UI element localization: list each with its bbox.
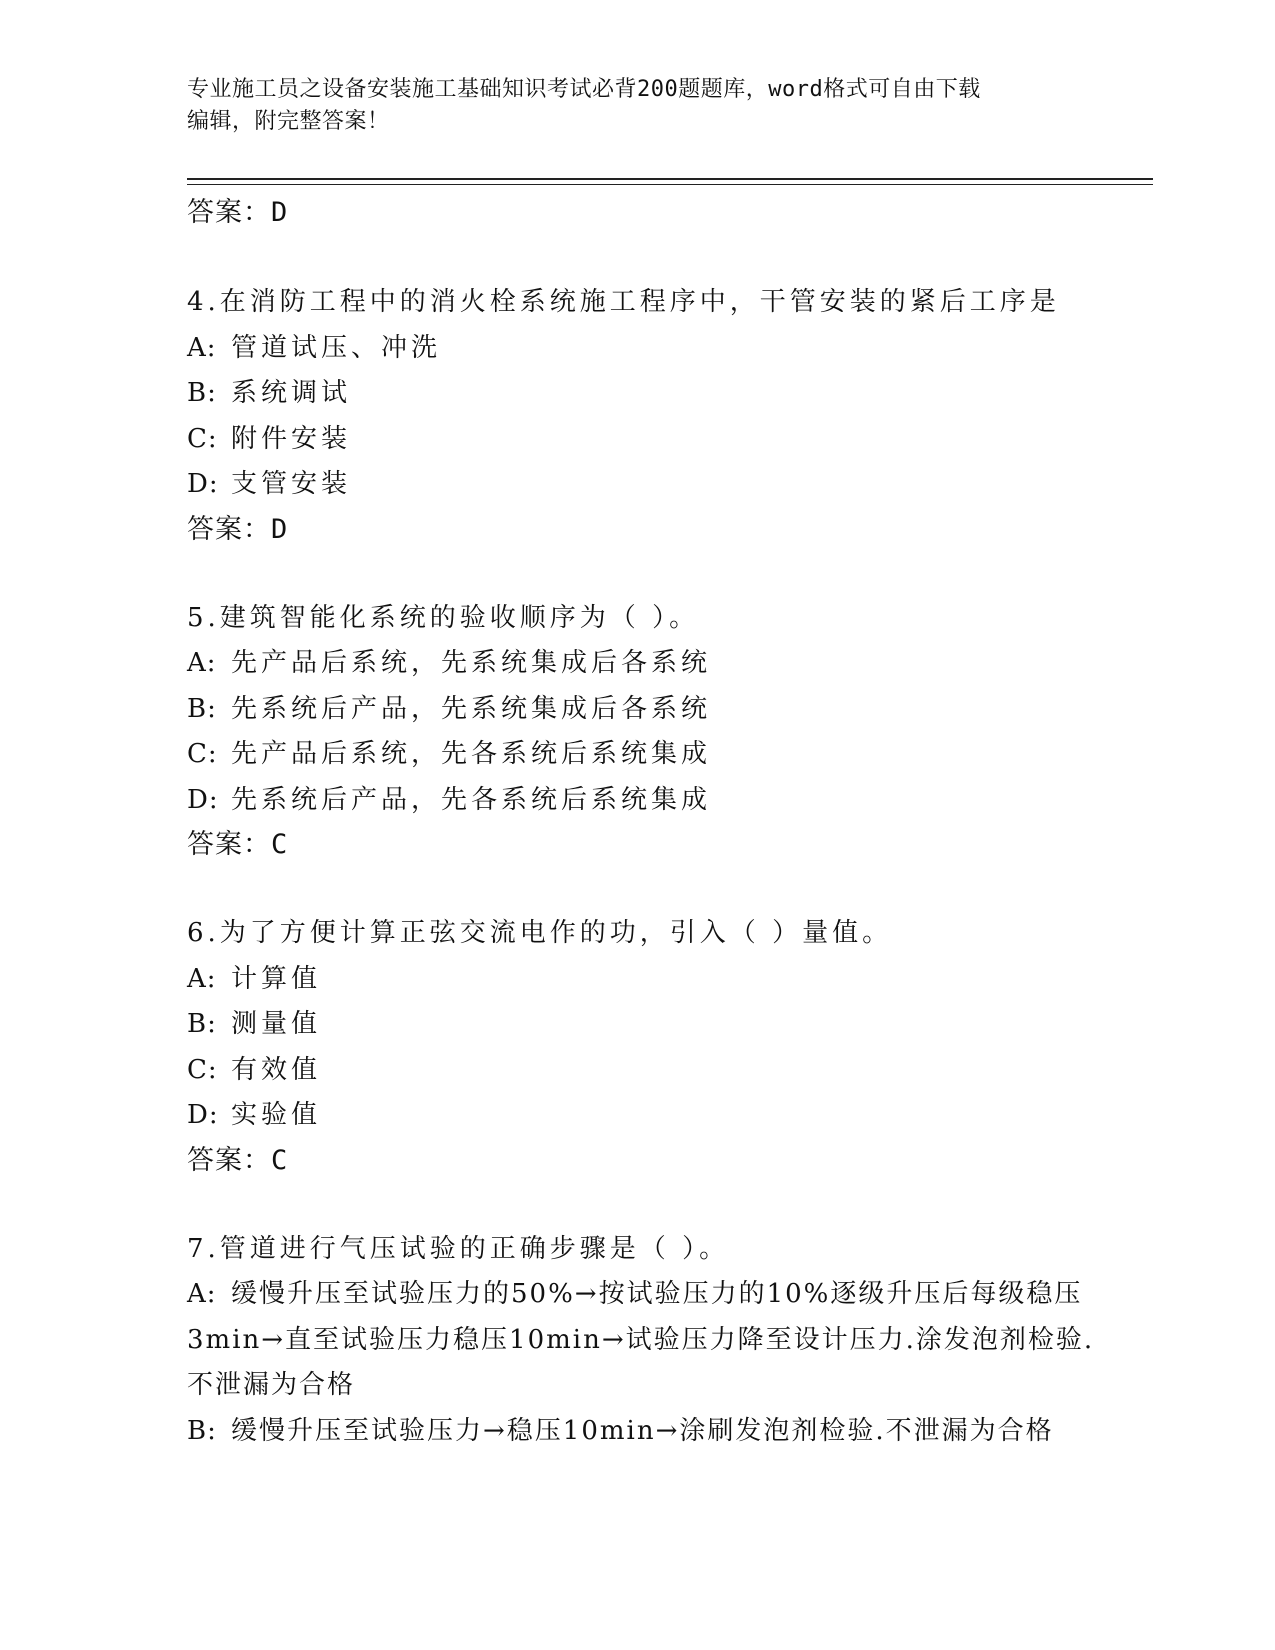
answer-line bbox=[187, 823, 1107, 867]
option-b bbox=[187, 1002, 1107, 1048]
answer-label: 答案： bbox=[187, 829, 271, 860]
header-line-1: 专业施工员之设备安装施工基础知识考试必背200题题库，word格式可自由下载 bbox=[187, 77, 981, 102]
option-text: 有效值 bbox=[231, 1054, 322, 1085]
option-text: 测量值 bbox=[231, 1009, 322, 1039]
option-c bbox=[187, 1048, 1107, 1094]
option-a bbox=[187, 957, 1107, 1003]
option-text: 支管安装 bbox=[231, 469, 352, 499]
option-c bbox=[187, 732, 1107, 778]
option-key: C: bbox=[187, 1054, 218, 1085]
option-b bbox=[187, 687, 1107, 733]
option-key: B: bbox=[187, 693, 217, 724]
option-d bbox=[187, 778, 1107, 824]
header-line-2: 编辑，附完整答案！ bbox=[187, 109, 390, 134]
answer-value: C bbox=[271, 829, 289, 860]
answer-value: D bbox=[271, 513, 289, 545]
option-text: 先产品后系统，先各系统后系统集成 bbox=[231, 739, 712, 769]
option-key: D: bbox=[187, 1100, 219, 1130]
question-stem: 4.在消防工程中的消火栓系统施工程序中，干管安装的紧后工序是 bbox=[187, 287, 1060, 317]
option-c bbox=[187, 417, 1107, 463]
document-header bbox=[187, 74, 1067, 138]
option-key: C: bbox=[187, 739, 218, 769]
question-block bbox=[187, 1227, 1107, 1455]
option-a bbox=[187, 326, 1107, 372]
question-stem: 6.为了方便计算正弦交流电作的功，引入（ ）量值。 bbox=[187, 918, 893, 948]
option-text: 先系统后产品，先各系统后系统集成 bbox=[231, 784, 712, 815]
answer-label: 答案： bbox=[187, 197, 271, 228]
option-d bbox=[187, 1093, 1107, 1139]
option-key: A: bbox=[187, 1279, 217, 1309]
answer-line bbox=[187, 508, 1107, 552]
document-body bbox=[187, 190, 1107, 1454]
option-key: D: bbox=[187, 469, 219, 499]
answer-line bbox=[187, 1139, 1107, 1183]
option-key: C: bbox=[187, 423, 218, 454]
option-text: 附件安装 bbox=[231, 423, 352, 454]
option-key: D: bbox=[187, 784, 219, 815]
question-block bbox=[187, 280, 1107, 552]
option-a bbox=[187, 641, 1107, 687]
option-text: 缓慢升压至试验压力→稳压10min→涂刷发泡剂检验.不泄漏为合格 bbox=[231, 1415, 1054, 1446]
option-text: 实验值 bbox=[231, 1100, 322, 1130]
question-stem: 7.管道进行气压试验的正确步骤是（ ）。 bbox=[187, 1233, 730, 1264]
option-b bbox=[187, 1409, 1107, 1455]
answer-label: 答案： bbox=[187, 1144, 271, 1176]
option-d bbox=[187, 462, 1107, 508]
option-text: 缓慢升压至试验压力的50%→按试验压力的10%逐级升压后每级稳压3min→直至试验压力稳压10min→试验压力降至设计压力.涂发泡剂检验.不泄漏为合格 bbox=[187, 1279, 1095, 1400]
option-key: B: bbox=[187, 1009, 217, 1039]
option-b bbox=[187, 371, 1107, 417]
option-text: 管道试压、冲洗 bbox=[231, 332, 442, 363]
option-key: B: bbox=[187, 378, 217, 408]
option-key: A: bbox=[187, 648, 217, 678]
answer-label: 答案： bbox=[187, 513, 271, 545]
option-key: B: bbox=[187, 1415, 217, 1446]
header-divider-thin bbox=[187, 184, 1153, 185]
option-text: 先系统后产品，先系统集成后各系统 bbox=[231, 693, 712, 724]
answer-value: D bbox=[271, 197, 289, 228]
answer-line bbox=[187, 190, 1107, 236]
option-text: 系统调试 bbox=[231, 378, 352, 408]
option-key: A: bbox=[187, 963, 217, 994]
question-block bbox=[187, 596, 1107, 868]
option-a bbox=[187, 1272, 1107, 1409]
header-divider-thick bbox=[187, 178, 1153, 180]
option-text: 先产品后系统，先系统集成后各系统 bbox=[231, 648, 712, 678]
option-key: A: bbox=[187, 332, 217, 363]
option-text: 计算值 bbox=[231, 963, 322, 994]
question-block bbox=[187, 911, 1107, 1183]
answer-value: C bbox=[271, 1144, 289, 1176]
question-stem: 5.建筑智能化系统的验收顺序为（ ）。 bbox=[187, 602, 700, 633]
